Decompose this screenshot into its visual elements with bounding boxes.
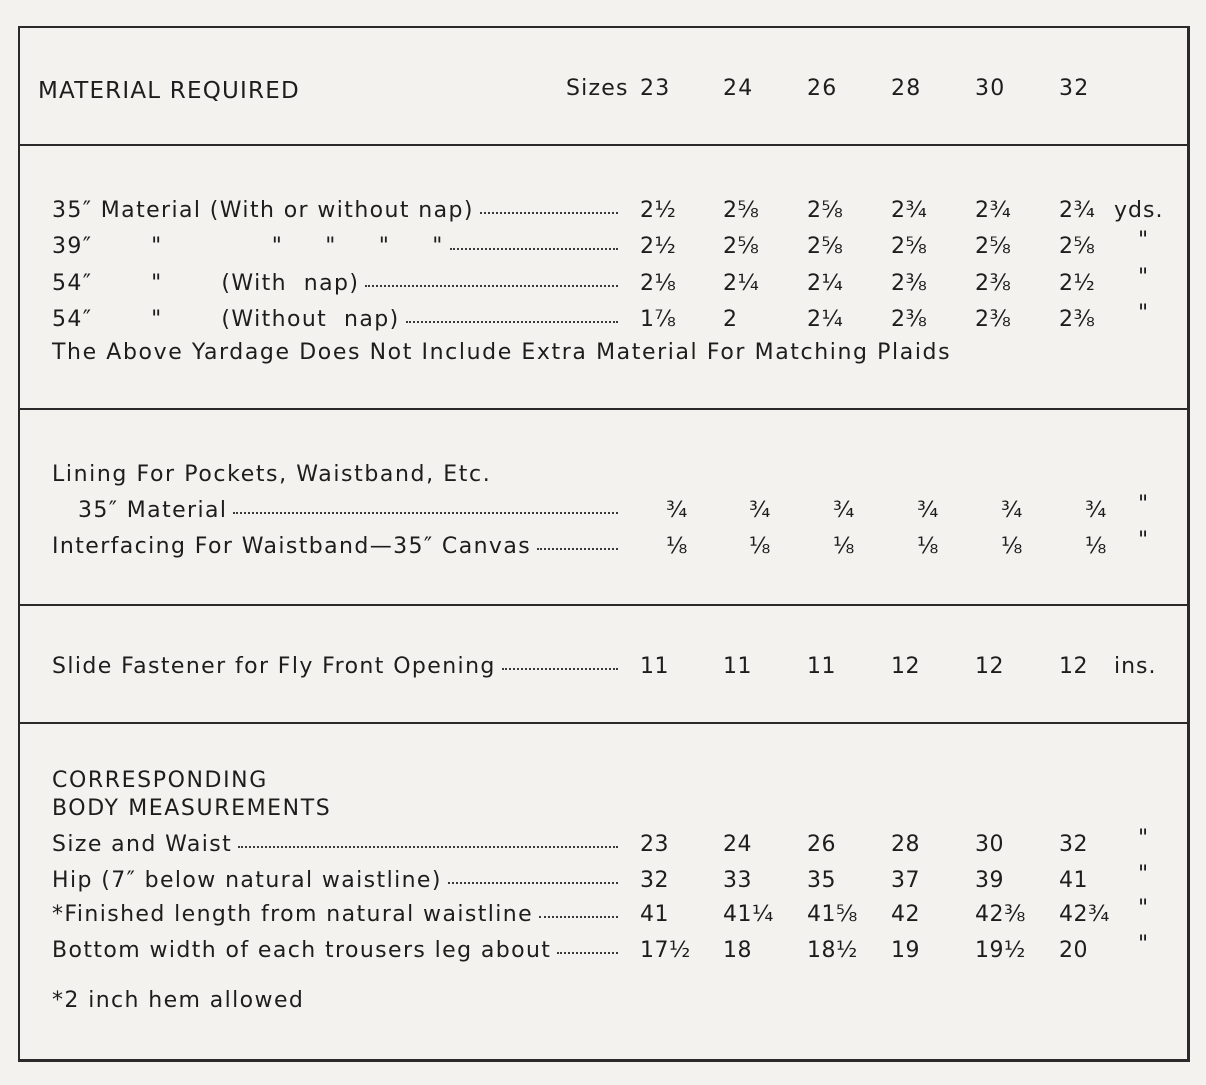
body-row-value: 24 xyxy=(723,832,752,857)
material-row-value: 2⅝ xyxy=(807,198,844,223)
material-row-unit: yds. xyxy=(1114,198,1164,223)
dot-leader xyxy=(537,548,618,550)
body-row-value: 39 xyxy=(975,868,1004,893)
material-row-label-text: 39″ " " " " " xyxy=(52,234,444,259)
interfacing-row-unit: " xyxy=(1138,528,1150,553)
body-heading-line1: CORRESPONDING xyxy=(52,768,268,793)
fastener-row-label xyxy=(52,654,618,680)
sizes-label: Sizes xyxy=(566,76,629,101)
material-row-value: 2⅝ xyxy=(975,234,1012,259)
body-row-value: 37 xyxy=(891,868,920,893)
body-row-label xyxy=(52,902,618,928)
material-row-unit: " xyxy=(1138,265,1150,290)
fastener-row-unit: ins. xyxy=(1114,654,1157,679)
yardage-note: The Above Yardage Does Not Include Extra Material For Matching Plaids xyxy=(52,340,952,365)
body-row-label-text: *Finished length from natural waistline xyxy=(52,902,534,927)
material-row-label xyxy=(52,198,618,224)
lining-row-value: ¾ xyxy=(833,498,855,523)
body-row-label xyxy=(52,868,618,894)
material-row-label xyxy=(52,234,618,260)
body-row-unit: " xyxy=(1138,826,1150,851)
body-row-value: 32 xyxy=(1059,832,1088,857)
dot-leader xyxy=(448,882,618,884)
material-row-value: 2 xyxy=(723,307,738,332)
lining-row-value: ¾ xyxy=(749,498,771,523)
body-row-label xyxy=(52,938,618,964)
body-row-value: 42 xyxy=(891,902,920,927)
material-row-value: 2¾ xyxy=(891,198,928,223)
dot-leader xyxy=(233,512,618,514)
body-row-value: 18 xyxy=(723,938,752,963)
material-row-value: 2⅛ xyxy=(640,271,677,296)
dot-leader xyxy=(365,285,618,287)
interfacing-row-value: ⅛ xyxy=(833,534,855,559)
size-header: 32 xyxy=(1059,76,1090,101)
body-row-label-text: Size and Waist xyxy=(52,832,233,857)
body-row-label xyxy=(52,832,618,858)
material-row-value: 2¾ xyxy=(975,198,1012,223)
material-row-value: 2⅜ xyxy=(891,307,928,332)
body-row-unit: " xyxy=(1138,932,1150,957)
interfacing-row-label xyxy=(52,534,618,560)
dot-leader xyxy=(406,321,618,323)
divider xyxy=(20,604,1187,606)
material-row-label-text: 54″ " (With nap) xyxy=(52,271,360,296)
body-row-value: 33 xyxy=(723,868,752,893)
material-row-value: 2⅜ xyxy=(891,271,928,296)
fastener-row-value: 11 xyxy=(640,654,669,679)
dot-leader xyxy=(502,668,618,670)
material-row-value: 2⅝ xyxy=(723,198,760,223)
material-row-value: 2⅜ xyxy=(1059,307,1096,332)
material-row-value: 2⅜ xyxy=(975,307,1012,332)
material-row-value: 1⅞ xyxy=(640,307,677,332)
size-header: 23 xyxy=(640,76,671,101)
body-row-label-text: Hip (7″ below natural waistline) xyxy=(52,868,442,893)
body-row-value: 23 xyxy=(640,832,669,857)
fastener-row-value: 11 xyxy=(807,654,836,679)
chart-title: MATERIAL REQUIRED xyxy=(38,78,300,104)
material-row-value: 2¾ xyxy=(1059,198,1096,223)
lining-row-value: ¾ xyxy=(666,498,688,523)
lining-heading: Lining For Pockets, Waistband, Etc. xyxy=(52,462,492,487)
divider xyxy=(20,722,1187,724)
material-row-label xyxy=(52,307,618,333)
lining-row-value: ¾ xyxy=(1085,498,1107,523)
body-row-value: 26 xyxy=(807,832,836,857)
material-chart xyxy=(18,26,1190,1062)
footnote: *2 inch hem allowed xyxy=(52,988,305,1013)
body-row-value: 20 xyxy=(1059,938,1088,963)
fastener-row-label-text: Slide Fastener for Fly Front Opening xyxy=(52,654,496,679)
fastener-row-value: 12 xyxy=(975,654,1004,679)
dot-leader xyxy=(238,846,618,848)
body-row-label-text: Bottom width of each trousers leg about xyxy=(52,938,552,963)
body-row-value: 19 xyxy=(891,938,920,963)
divider xyxy=(20,144,1187,146)
dot-leader xyxy=(539,916,618,918)
body-row-value: 42¾ xyxy=(1059,902,1110,927)
material-row-value: 2½ xyxy=(640,234,677,259)
body-row-value: 17½ xyxy=(640,938,691,963)
material-row-value: 2¼ xyxy=(807,271,844,296)
divider xyxy=(20,408,1187,410)
body-row-value: 28 xyxy=(891,832,920,857)
body-row-value: 19½ xyxy=(975,938,1026,963)
size-header: 24 xyxy=(723,76,754,101)
fastener-row-value: 12 xyxy=(1059,654,1088,679)
size-header: 30 xyxy=(975,76,1006,101)
body-row-value: 42⅜ xyxy=(975,902,1026,927)
material-row-label xyxy=(52,271,618,297)
body-row-value: 30 xyxy=(975,832,1004,857)
dot-leader xyxy=(557,952,618,954)
body-row-value: 41 xyxy=(1059,868,1088,893)
body-row-value: 41 xyxy=(640,902,669,927)
material-row-value: 2⅜ xyxy=(975,271,1012,296)
body-row-value: 41¼ xyxy=(723,902,774,927)
lining-row-value: ¾ xyxy=(917,498,939,523)
material-row-unit: " xyxy=(1138,228,1150,253)
interfacing-row-value: ⅛ xyxy=(1085,534,1107,559)
lining-row-label xyxy=(78,498,618,524)
fastener-row-value: 12 xyxy=(891,654,920,679)
interfacing-row-value: ⅛ xyxy=(917,534,939,559)
material-row-label-text: 35″ Material (With or without nap) xyxy=(52,198,474,223)
body-row-value: 35 xyxy=(807,868,836,893)
material-row-value: 2¼ xyxy=(723,271,760,296)
dot-leader xyxy=(450,248,618,250)
fastener-row-value: 11 xyxy=(723,654,752,679)
material-row-label-text: 54″ " (Without nap) xyxy=(52,307,400,332)
body-row-value: 18½ xyxy=(807,938,858,963)
material-row-value: 2⅝ xyxy=(723,234,760,259)
interfacing-row-value: ⅛ xyxy=(749,534,771,559)
dot-leader xyxy=(480,212,618,214)
lining-row-value: ¾ xyxy=(1001,498,1023,523)
body-heading-line2: BODY MEASUREMENTS xyxy=(52,796,332,821)
size-header: 26 xyxy=(807,76,838,101)
interfacing-row-value: ⅛ xyxy=(1001,534,1023,559)
lining-row-label-text: 35″ Material xyxy=(78,498,228,523)
material-row-value: 2⅝ xyxy=(807,234,844,259)
body-row-value: 41⅝ xyxy=(807,902,858,927)
material-row-value: 2⅝ xyxy=(891,234,928,259)
lining-row-unit: " xyxy=(1138,492,1150,517)
interfacing-row-value: ⅛ xyxy=(666,534,688,559)
size-header: 28 xyxy=(891,76,922,101)
material-row-value: 2½ xyxy=(1059,271,1096,296)
body-row-unit: " xyxy=(1138,896,1150,921)
material-row-unit: " xyxy=(1138,301,1150,326)
body-row-value: 32 xyxy=(640,868,669,893)
body-row-unit: " xyxy=(1138,862,1150,887)
material-row-value: 2½ xyxy=(640,198,677,223)
interfacing-row-label-text: Interfacing For Waistband—35″ Canvas xyxy=(52,534,532,559)
material-row-value: 2¼ xyxy=(807,307,844,332)
material-row-value: 2⅝ xyxy=(1059,234,1096,259)
